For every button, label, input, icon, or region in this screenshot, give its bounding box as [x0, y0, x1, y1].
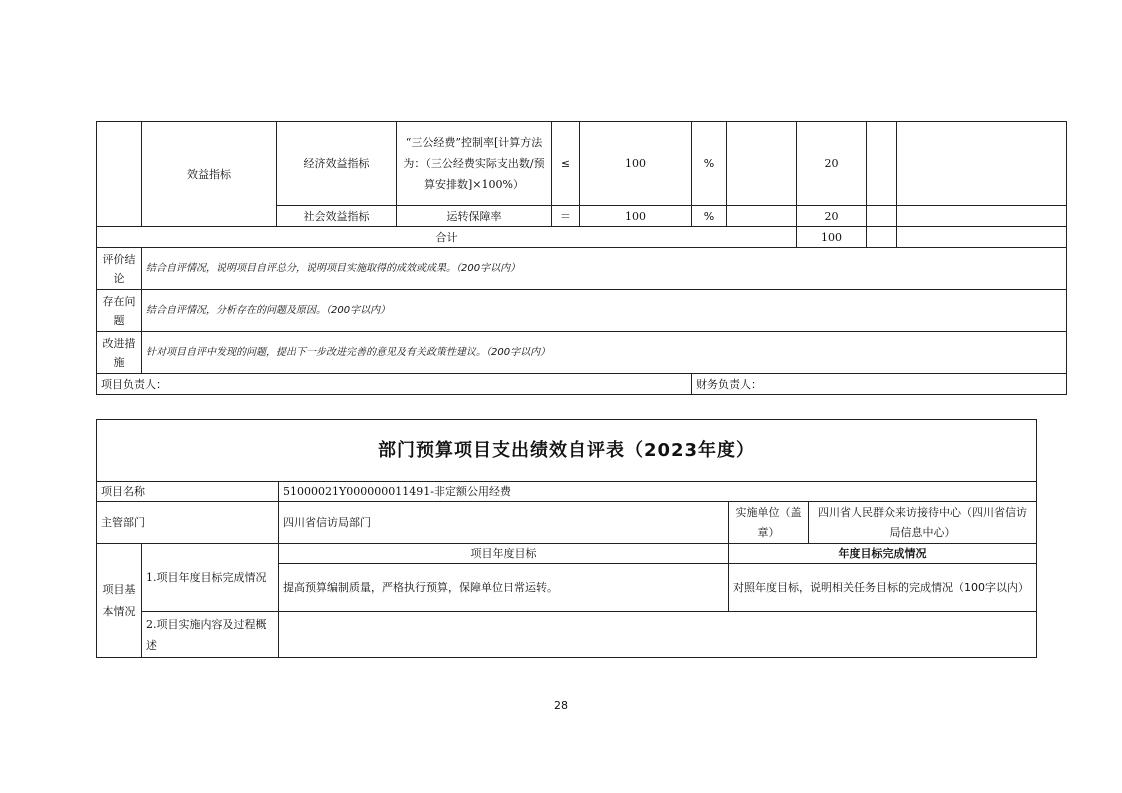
department-value: 四川省信访局部门 [279, 502, 729, 544]
actual-cell [727, 122, 797, 206]
form-title: 部门预算项目支出绩效自评表（2023年度） [97, 420, 1037, 482]
metric-cell: 运转保障率 [397, 206, 552, 227]
title-row [97, 420, 1037, 482]
weight-cell: 20 [797, 122, 867, 206]
completion-text: 对照年度目标，说明相关任务目标的完成情况（100字以内） [729, 564, 1037, 612]
item2-label: 2.项目实施内容及过程概述 [142, 612, 279, 658]
table-row [97, 122, 1067, 206]
total-row [97, 227, 1067, 248]
evaluation-label: 评价结论 [97, 248, 142, 290]
implementing-unit-value: 四川省人民群众来访接待中心（四川省信访局信息中心） [809, 502, 1037, 544]
sub-indicator-cell: 经济效益指标 [277, 122, 397, 206]
operator-cell: ≤ [552, 122, 580, 206]
note-cell [897, 206, 1067, 227]
target-cell: 100 [580, 206, 692, 227]
evaluation-row [97, 248, 1067, 290]
evaluation-text: 结合自评情况，说明项目自评总分，说明项目实施取得的成效或成果。（200字以内） [142, 248, 1067, 290]
unit-cell: % [692, 122, 727, 206]
unit-cell: % [692, 206, 727, 227]
performance-indicator-table [96, 121, 1067, 395]
table-cell [97, 122, 142, 227]
goal-header: 项目年度目标 [279, 544, 729, 564]
department-label: 主管部门 [97, 502, 279, 544]
goal-text: 提高预算编制质量，严格执行预算，保障单位日常运转。 [279, 564, 729, 612]
target-cell: 100 [580, 122, 692, 206]
operator-cell: ＝ [552, 206, 580, 227]
basic-info-label: 项目基本情况 [97, 544, 142, 658]
improvement-label: 改进措施 [97, 332, 142, 374]
project-name-row [97, 482, 1037, 502]
item2-text [279, 612, 1037, 658]
page-number: 28 [554, 699, 568, 712]
issues-label: 存在问题 [97, 290, 142, 332]
issues-text: 结合自评情况，分析存在的问题及原因。（200字以内） [142, 290, 1067, 332]
department-row [97, 502, 1037, 544]
project-name-label: 项目名称 [97, 482, 279, 502]
goal-header-row [97, 544, 1037, 564]
item1-label: 1.项目年度目标完成情况 [142, 544, 279, 612]
note-cell [897, 122, 1067, 206]
table-cell [867, 227, 897, 248]
self-evaluation-table [96, 419, 1037, 658]
improvement-text: 针对项目自评中发现的问题，提出下一步改进完善的意见及有关政策性建议。（200字以内） [142, 332, 1067, 374]
improvement-row [97, 332, 1067, 374]
item2-row [97, 612, 1037, 658]
total-weight: 100 [797, 227, 867, 248]
benefit-indicator-label: 效益指标 [142, 122, 277, 227]
implementing-unit-label: 实施单位（盖章） [729, 502, 809, 544]
project-leader-label: 项目负责人： [97, 374, 692, 395]
score-cell [867, 206, 897, 227]
total-label: 合计 [97, 227, 797, 248]
signature-row [97, 374, 1067, 395]
sub-indicator-cell: 社会效益指标 [277, 206, 397, 227]
completion-header: 年度目标完成情况 [729, 544, 1037, 564]
weight-cell: 20 [797, 206, 867, 227]
finance-leader-label: 财务负责人： [692, 374, 1067, 395]
project-name-value: 51000021Y000000011491-非定额公用经费 [279, 482, 1037, 502]
table-cell [897, 227, 1067, 248]
score-cell [867, 122, 897, 206]
metric-cell: “三公经费”控制率[计算方法为：（三公经费实际支出数/预算安排数]×100%） [397, 122, 552, 206]
actual-cell [727, 206, 797, 227]
issues-row [97, 290, 1067, 332]
